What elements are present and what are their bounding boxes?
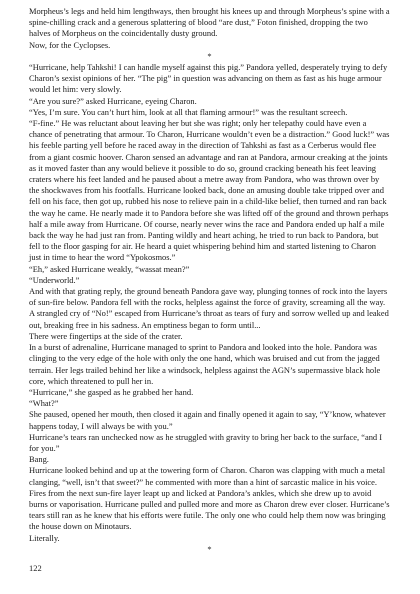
section-separator: *	[207, 50, 212, 61]
paragraph: “Hurricane,” she gasped as he grabbed her hand.	[29, 386, 194, 397]
paragraph: In a burst of adrenaline, Hurricane managed to sprint to Pandora and looked into the hole. Pandora was clinging to the very edge of the hole with only the one hand, which was bruised and cut from the jagged terrain. Her legs trailed behind her like a windsock, helpless against the AGN’s supermassive black hole core, which threatened to pull her in.	[29, 342, 381, 386]
paragraph: She paused, opened her mouth, then closed it again and finally opened it again to say, “Y’know, whatever happens today, I will always be with you.”	[29, 409, 386, 431]
paragraph: Literally.	[29, 532, 60, 543]
paragraph: “Yes, I’m sure. You can’t hurt him, look at all that flaming armour!” was the resultant screech.	[29, 106, 348, 117]
paragraph: “What?”	[29, 398, 59, 409]
paragraph: “Underworld.”	[29, 274, 80, 285]
paragraph: Now, for the Cyclopses.	[29, 39, 111, 50]
paragraph: And with that grating reply, the ground beneath Pandora gave way, plunging tonnes of rock into the layers of sun-fire below. Pandora fell with the rocks, helpless against the force of gravity, screaming all the way. A strangled cry of “No!” escaped from Hurricane’s throat as tears of fury and sorrow welled up and leaked out, breaking free in his sadness. An emptiness began to form until...	[29, 286, 389, 330]
paragraph: Hurricane’s tears ran unchecked now as he struggled with gravity to bring her back to the surface, “and I for you.”	[29, 431, 383, 453]
paragraph: There were fingertips at the side of the crater.	[29, 330, 183, 341]
paragraph: Bang.	[29, 454, 49, 465]
paragraph: “Are you sure?” asked Hurricane, eyeing Charon.	[29, 95, 197, 106]
section-separator: *	[207, 543, 212, 554]
paragraph: “F-fine.” He was reluctant about leaving her but she was right; only her telepathy could have even a chance of penetrating that armour. To Charon, Hurricane wouldn’t even be a distraction.” Good luck!” was his feeble parting yell before he raced away in the direction of Tahkshi as fast as a Cerberus would flee from a giant cosmic hoover. Charon sensed an advantage and ran at Pandora, armour creaking at the joints as it moved faster than any would believe it possible to do so, ground cracking beneath his feet leaving craters where his feet landed and he paused about a metre away from Pandora, who was thrown over by the shockwaves from his footfalls. Hurricane looked back, done an amusing double take tripped over and fell on his face, then got up, rubbed his nose to relieve pain in a child-like belief, then turned and ran back the way he came. He nearly made it to Pandora before she was lifted off of the ground and thrown perhaps half a mile away from Hurricane. Of course, nearly never wins the race and Pandora ended up half a mile back the way he had just ran from. Panting wildly and heart aching, he tried to run back to Pandora, but fell to the floor gasping for air. He heard a quiet whispering behind him and started listening to Charon just in time to hear the word “Ypokosmos.”	[29, 118, 390, 263]
page-number: 122	[29, 563, 42, 573]
paragraph: Hurricane looked behind and up at the towering form of Charon. Charon was clapping with much a metal clanging, “well, isn’t that sweet?” he commented with more than a hint of sarcastic malice in his voice. Fires from the next sun-fire layer leapt up and licked at Pandora’s ankles, which she drew up to avoid burns or vaporisation. Hurricane pulled and pulled more and more as Charon drew ever closer. Hurricane’s tears still ran as he knew that his efforts were futile. The only one who could help them now was bringing the house down on Minotaurs.	[29, 465, 390, 532]
paragraph: “Hurricane, help Tahkshi! I can handle myself against this pig.” Pandora yelled, desperately trying to defy Charon’s sexist opinions of her. “The pig” in question was advancing on them as fast as his huge armour would let him: very slowly.	[29, 62, 388, 95]
paragraph: Morpheus’s legs and held him lengthways, then brought his knees up and through Morpheus’s spine with a spine-chilling crack and a generous splattering of blood “are dust,” Foton finished, dropping the two halves of Morpheus on the coincidentally dusty ground.	[29, 6, 390, 39]
paragraph: “Eh,” asked Hurricane weakly, “wassat mean?”	[29, 263, 190, 274]
body-text	[29, 6, 390, 555]
